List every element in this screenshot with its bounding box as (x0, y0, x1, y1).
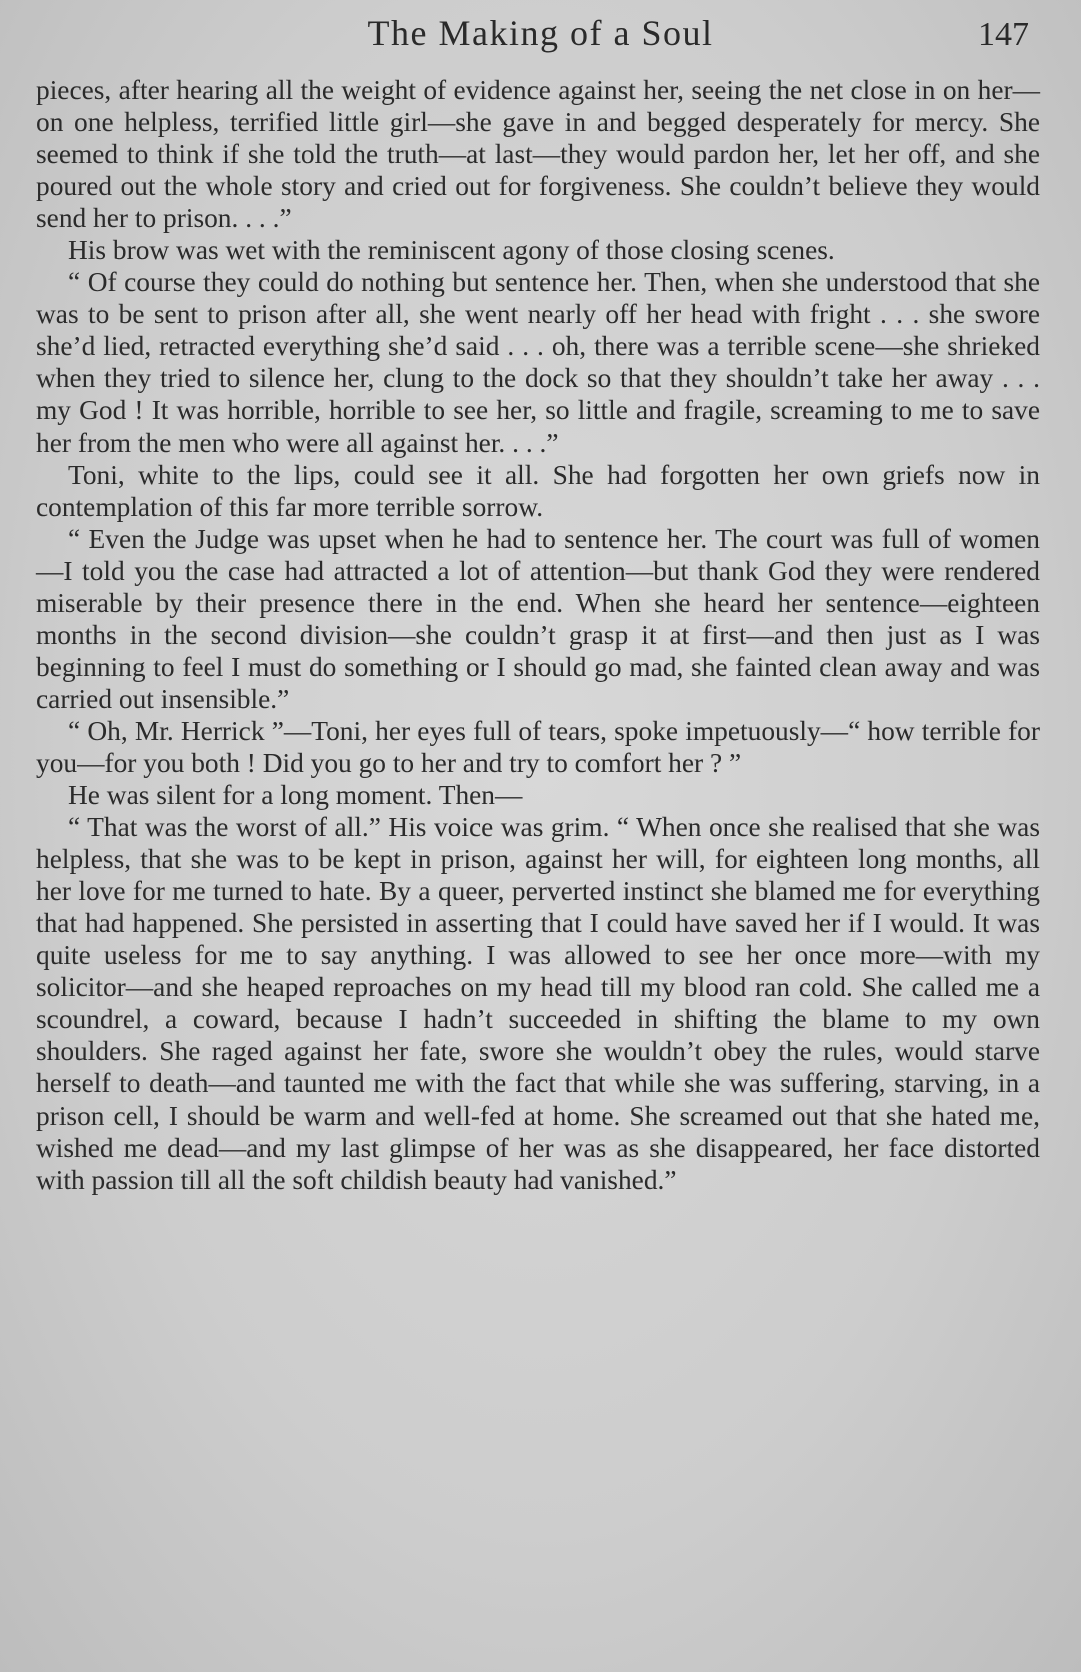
paragraph: “ Oh, Mr. Herrick ”—Toni, her eyes full of tears, spoke impetuously—“ how terrible for you—for you both ! Did you go to her and try to comfort her ? ” (36, 715, 1040, 778)
page-header (0, 12, 1081, 62)
paragraph: “ That was the worst of all.” His voice was grim. “ When once she realised that she was helpless, that she was to be kept in prison, against her will, for eighteen long months, all her love for me turned to hate. By a queer, perverted instinct she blamed me for everything that had happened. She persisted in asserting that I could have saved her if I would. It was quite useless for me to say anything. I was allowed to see her once more—with my solicitor—and she heaped reproaches on my head till my blood ran cold. She called me a scoundrel, a coward, because I hadn’t succeeded in shifting the blame to my own shoulders. She raged against her fate, swore she wouldn’t obey the rules, would starve herself to death—and taunted me with the fact that while she was suffering, starving, in a prison cell, I should be warm and well-fed at home. She screamed out that she hated me, wished me dead—and my last glimpse of her was as she disappeared, her face distorted with passion till all the soft childish beauty had vanished.” (36, 812, 1040, 1195)
paragraph: He was silent for a long moment. Then— (68, 780, 523, 811)
paragraph: “ Of course they could do nothing but sentence her. Then, when she understood that she was to be sent to prison after all, she went nearly off her head with fright . . . she swore she’d lied, retracted everything she’d said . . . oh, there was a terrible scene—she shrieked when they tried to silence her, clung to the dock so that they shouldn’t take her away . . . my God ! It was horrible, horrible to see her, so little and fragile, screaming to me to save her from the men who were all against her. . . .” (36, 267, 1040, 458)
page-number: 147 (978, 16, 1029, 53)
paragraph: Toni, white to the lips, could see it all. She had forgotten her own griefs now in contemplation of this far more terrible sorrow. (36, 459, 1040, 522)
paragraph: pieces, after hearing all the weight of evidence against her, seeing the net close in on her—on one helpless, terrified little girl—she gave in and begged desperately for mercy. She seemed to think if she told the truth—at last—they would pardon her, let her off, and she poured out the whole story and cried out for forgiveness. She couldn’t believe they would send her to prison. . . .” (36, 75, 1040, 234)
running-title: The Making of a Soul (367, 13, 714, 53)
paragraph: His brow was wet with the reminiscent agony of those closing scenes. (68, 235, 835, 266)
paragraph: “ Even the Judge was upset when he had to sentence her. The court was full of women—I told you the case had attracted a lot of attention—but thank God they were rendered miserable by their presence there in the end. When she heard her sentence—eighteen months in the second division—she couldn’t grasp it at first—and then just as I was beginning to feel I must do something or I should go mad, she fainted clean away and was carried out insensible.” (36, 523, 1040, 714)
body-text (36, 74, 1040, 1196)
